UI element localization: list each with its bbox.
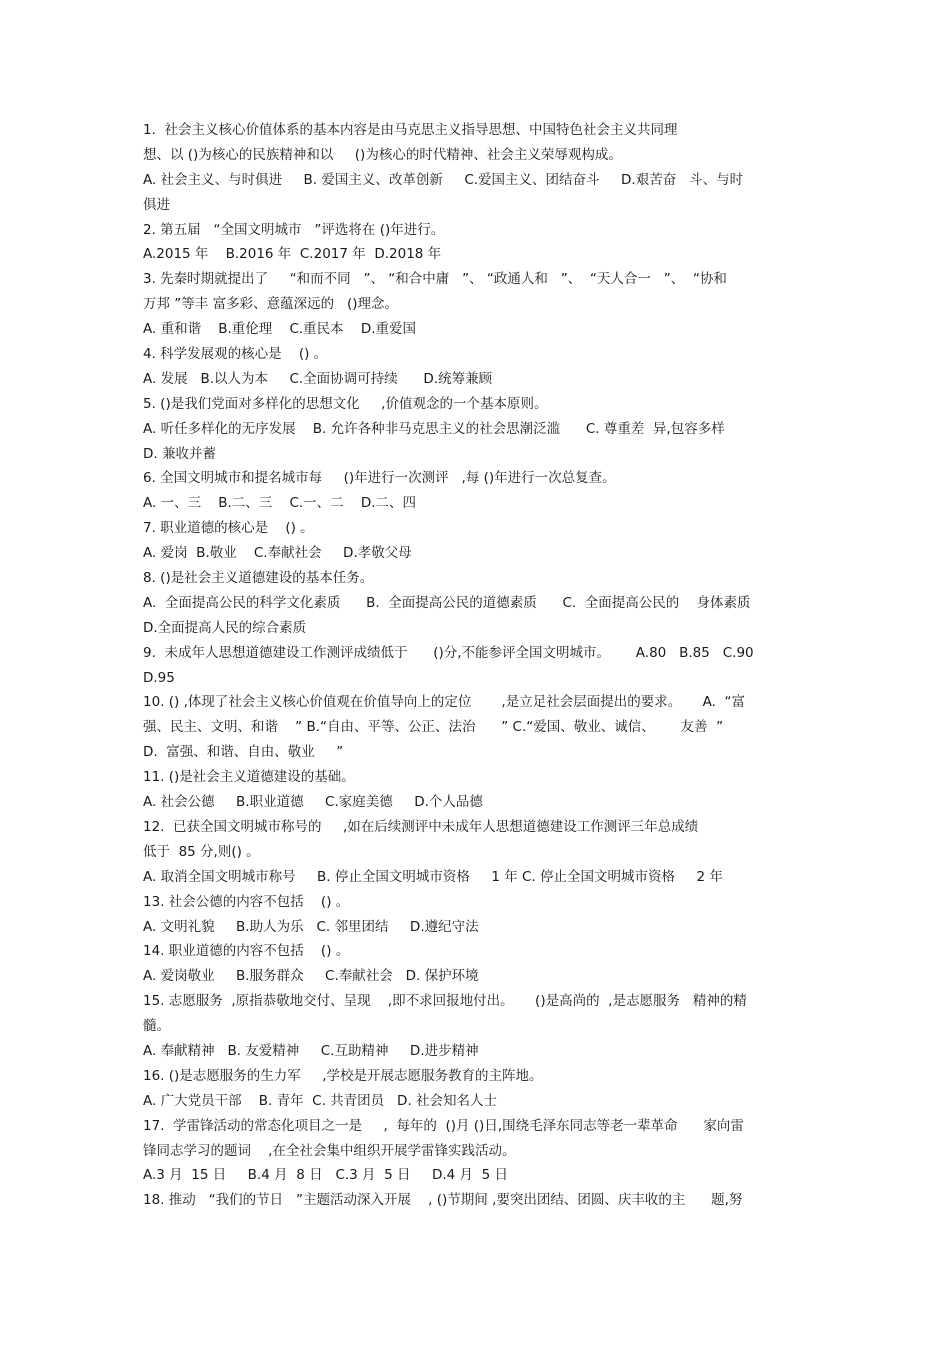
text-line: 8. ()是社会主义道德建设的基本任务。 [143,570,374,587]
text-line: 髓。 [143,1018,170,1035]
text-line: 俱进 [143,196,170,213]
text-line: A. 发展 B.以人为本 C.全面协调可持续 D.统筹兼顾 [143,370,493,387]
text-line: 6. 全国文明城市和提名城市每 ()年进行一次测评 ,每 ()年进行一次总复查。 [143,470,616,487]
text-line: 5. ()是我们党面对多样化的思想文化 ,价值观念的一个基本原则。 [143,395,548,412]
text-line: 15. 志愿服务 ,原指恭敬地交付、呈现 ,即不求回报地付出。 ()是高尚的 ,是志愿服务 精神的精 [143,993,747,1010]
text-line: 12. 已获全国文明城市称号的 ,如在后续测评中未成年人思想道德建设工作测评三年总成绩 [143,818,699,835]
text-line: A. 文明礼貌 B.助人为乐 C. 邻里团结 D.遵纪守法 [143,918,479,935]
text-line: 10. () ,体现了社会主义核心价值观在价值导向上的定位 ,是立足社会层面提出的要求。 A. “富 [143,694,746,711]
text-line: 16. ()是志愿服务的生力军 ,学校是开展志愿服务教育的主阵地。 [143,1067,543,1084]
text-line: 3. 先秦时期就提出了 “和而不同 ”、 “和合中庸 ”、 “政通人和 ”、 “天人合一 ”、 “协和 [143,271,727,288]
text-line: A. 爱岗 B.敬业 C.奉献社会 D.孝敬父母 [143,545,412,562]
text-line: D. 富强、和谐、自由、敬业 ” [143,744,344,761]
text-line: A. 社会公德 B.职业道德 C.家庭美德 D.个人品德 [143,794,483,811]
text-line: D.全面提高人民的综合素质 [143,619,307,636]
document-page [143,118,813,1213]
text-line: 9. 未成年人思想道德建设工作测评成绩低于 ()分,不能参评全国文明城市。 A.80 B.85 C.90 [143,644,754,661]
text-line: A. 爱岗敬业 B.服务群众 C.奉献社会 D. 保护环境 [143,968,479,985]
text-line: 13. 社会公德的内容不包括 () 。 [143,893,350,910]
text-line: 低于 85 分,则() 。 [143,843,260,860]
text-line: 17. 学雷锋活动的常态化项目之一是 , 每年的 ()月 ()日,围绕毛泽东同志等老一辈革命 家向雷 [143,1117,744,1134]
text-line: 4. 科学发展观的核心是 () 。 [143,346,328,363]
text-line: A.3 月 15 日 B.4 月 8 日 C.3 月 5 日 D.4 月 5 日 [143,1167,508,1184]
text-line: D. 兼收并蓄 [143,445,216,462]
text-line: A. 广大党员干部 B. 青年 C. 共青团员 D. 社会知名人士 [143,1092,498,1109]
text-line: 万邦 ”等丰 富多彩、意蕴深远的 ()理念。 [143,296,398,313]
text-line: 7. 职业道德的核心是 () 。 [143,520,314,537]
text-line: D.95 [143,669,175,686]
text-line: A. 一、三 B.二、三 C.一、二 D.二、四 [143,495,417,512]
text-line: 强、民主、文明、和谐 ” B.“自由、平等、公正、法治 ” C.“爱国、敬业、诚信、 友善 ” [143,719,724,736]
text-line: 1. 社会主义核心价值体系的基本内容是由马克思主义指导思想、中国特色社会主义共同理 [143,122,678,138]
text-line: A. 取消全国文明城市称号 B. 停止全国文明城市资格 1 年 C. 停止全国文明城市资格 2 年 [143,868,723,885]
text-line: A. 奉献精神 B. 友爱精神 C.互助精神 D.进步精神 [143,1042,479,1059]
text-line: 18. 推动 “我们的节日 ”主题活动深入开展 , ()节期间 ,要突出团结、团圆、庆丰收的主 题,努 [143,1192,743,1209]
text-line: 锋同志学习的题词 ,在全社会集中组织开展学雷锋实践活动。 [143,1142,516,1159]
text-line: A. 重和谐 B.重伦理 C.重民本 D.重爱国 [143,321,417,338]
text-line: 11. ()是社会主义道德建设的基础。 [143,769,355,786]
text-line: 想、以 ()为核心的民族精神和以 ()为核心的时代精神、社会主义荣辱观构成。 [143,146,622,163]
text-line: 2. 第五届 “全国文明城市 ”评选将在 ()年进行。 [143,221,445,238]
text-line: 14. 职业道德的内容不包括 () 。 [143,943,350,960]
text-line: A. 听任多样化的无序发展 B. 允许各种非马克思主义的社会思潮泛滥 C. 尊重差 异,包容多样 [143,420,725,437]
text-line: A.2015 年 B.2016 年 C.2017 年 D.2018 年 [143,246,442,263]
text-line: A. 社会主义、与时俱进 B. 爱国主义、改革创新 C.爱国主义、团结奋斗 D.艰苦奋 斗、与时 [143,171,744,188]
text-line: A. 全面提高公民的科学文化素质 B. 全面提高公民的道德素质 C. 全面提高公民的 身体素质 [143,594,751,611]
